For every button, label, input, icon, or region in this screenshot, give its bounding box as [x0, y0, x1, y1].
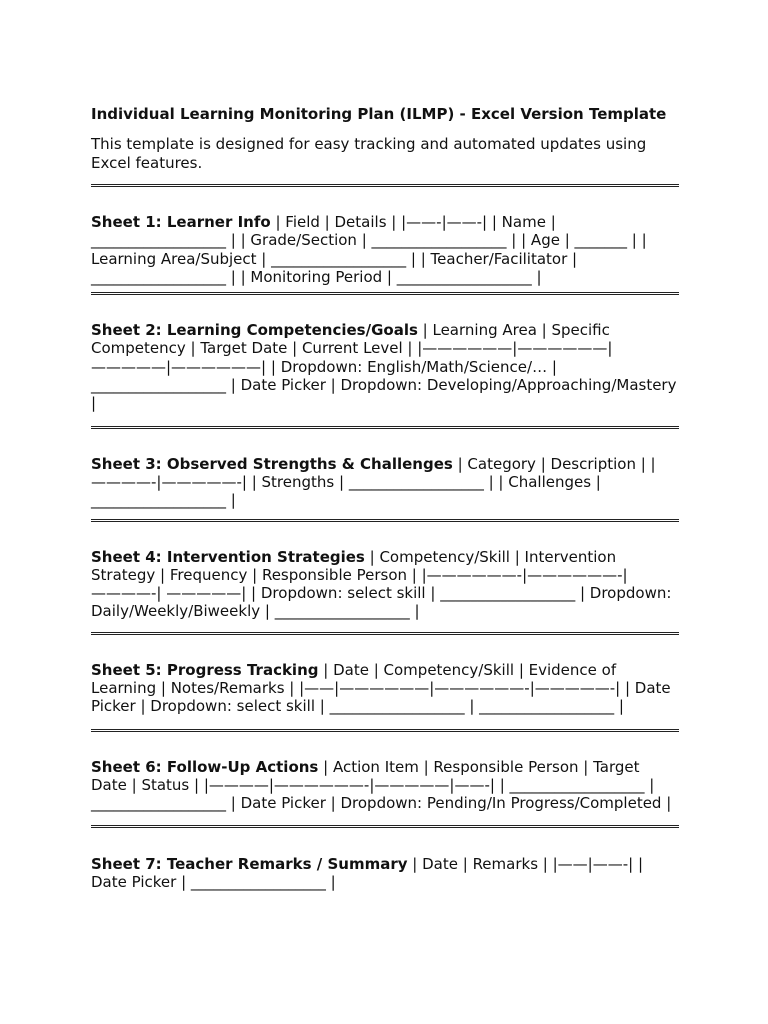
sheet-2-body: | Learning Area | Specific Competency | Target Date | Current Level | |——————|——————|—————|——————| | Dropdown: English/Math/Science/… | __________________ | Date Picker | Dropdown: Developing/Approaching/Mastery |: [91, 321, 677, 413]
sheet-7-section: [91, 855, 679, 892]
sheet-4-heading: Sheet 4: Intervention Strategies: [91, 547, 365, 566]
section-divider: [91, 825, 679, 828]
intro-text: This template is designed for easy tracking and automated updates using Excel features.: [91, 135, 647, 172]
section-divider: [91, 729, 679, 732]
sheet-6-body: | Action Item | Responsible Person | Target Date | Status | |————|——————-|—————|——-| | __________________ | __________________ | Date Picker | Dropdown: Pending/In Progress/Completed |: [91, 757, 672, 813]
sheet-1-body: | Field | Details | |——-|——-| | Name | __________________ | | Grade/Section | __________________ | | Age | _______ | | Learning Area/Subject | __________________ | | Teacher/Facilitator | __________________ | | Monitoring Period | __________________ |: [91, 213, 647, 286]
sheet-7-heading: Sheet 7: Teacher Remarks / Summary: [91, 854, 408, 873]
section-divider: [91, 292, 679, 295]
sheet-4-section: [91, 548, 679, 621]
sheet-3-body: | Category | Description | | ————-|—————-| | Strengths | __________________ | | Challenges | __________________ |: [91, 454, 656, 510]
section-divider: [91, 184, 679, 187]
section-divider: [91, 426, 679, 429]
sheet-1-heading: Sheet 1: Learner Info: [91, 213, 271, 231]
sheet-4-body: | Competency/Skill | Intervention Strategy | Frequency | Responsible Person | |——————-|——————-|————-| —————| | Dropdown: select skill | __________________ | Dropdown: Daily/Weekly/Biweekly | __________________ |: [91, 547, 672, 621]
sheet-3-section: [91, 455, 679, 510]
section-divider: [91, 632, 679, 635]
section-divider: [91, 519, 679, 522]
sheet-3-heading: Sheet 3: Observed Strengths & Challenges: [91, 454, 453, 473]
sheet-6-section: [91, 758, 679, 813]
sheet-7-body: | Date | Remarks | |——|——-| | Date Picker | __________________ |: [91, 854, 643, 891]
sheet-5-heading: Sheet 5: Progress Tracking: [91, 660, 319, 679]
sheet-1-section: [91, 213, 679, 286]
sheet-5-section: [91, 661, 679, 716]
document-title: Individual Learning Monitoring Plan (ILMP) - Excel Version Template: [91, 105, 667, 123]
sheet-5-body: | Date | Competency/Skill | Evidence of Learning | Notes/Remarks | |——|——————|——————-|—————-| | Date Picker | Dropdown: select skill | __________________ | __________________ |: [91, 660, 671, 716]
sheet-6-heading: Sheet 6: Follow-Up Actions: [91, 757, 319, 776]
document-page: [91, 104, 679, 891]
sheet-2-section: [91, 321, 679, 412]
sheet-2-heading: Sheet 2: Learning Competencies/Goals: [91, 321, 418, 340]
